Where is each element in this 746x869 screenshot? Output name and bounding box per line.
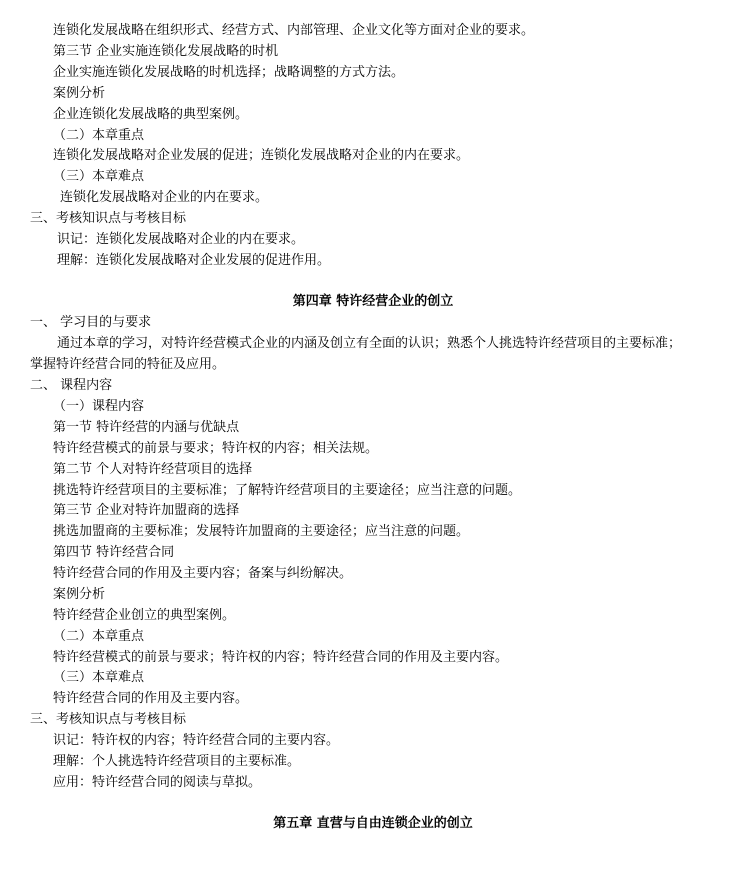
exam-understand: 理解：连锁化发展战略对企业发展的促进作用。	[57, 253, 331, 268]
exam-heading: 三、考核知识点与考核目标	[30, 211, 187, 226]
section3-text: 企业实施连锁化发展战略的时机选择；战略调整的方式方法。	[53, 65, 405, 80]
chapter4-content-subheading: （一）课程内容	[53, 399, 145, 414]
chapter4-key-text: 特许经营模式的前景与要求；特许权的内容；特许经营合同的作用及主要内容。	[53, 650, 509, 665]
chapter4-goals-heading: 一、 学习目的与要求	[30, 315, 152, 330]
chapter4-key-label: （二）本章重点	[53, 629, 145, 644]
chapter4-content-heading: 二、 课程内容	[30, 378, 113, 393]
difficult-points-label: （三）本章难点	[53, 169, 145, 184]
chapter4-section1-text: 特许经营模式的前景与要求；特许权的内容；相关法规。	[53, 441, 379, 456]
chapter5-title: 第五章 直营与自由连锁企业的创立	[273, 816, 473, 831]
section3-title: 第三节 企业实施连锁化发展战略的时机	[53, 44, 279, 59]
key-points-text: 连锁化发展战略对企业发展的促进；连锁化发展战略对企业的内在要求。	[53, 148, 470, 163]
case-analysis-label: 案例分析	[53, 86, 106, 101]
chapter4-goals-text: 通过本章的学习，对特许经营模式企业的内涵及创立有全面的认识；熟悉个人挑选特许经营项目的主要标准；	[57, 336, 682, 351]
chapter4-section2-text: 挑选特许经营项目的主要标准；了解特许经营项目的主要途径；应当注意的问题。	[53, 483, 522, 498]
exam-recall: 识记：连锁化发展战略对企业的内在要求。	[57, 232, 305, 247]
chapter4-difficult-text: 特许经营合同的作用及主要内容。	[53, 691, 249, 706]
chapter4-case-label: 案例分析	[53, 587, 106, 602]
chapter4-section3-title: 第三节 企业对特许加盟商的选择	[53, 503, 240, 518]
chapter4-exam-recall: 识记：特许权的内容；特许经营合同的主要内容。	[53, 733, 340, 748]
chapter4-exam-understand: 理解：个人挑选特许经营项目的主要标准。	[53, 754, 301, 769]
chapter4-difficult-label: （三）本章难点	[53, 670, 145, 685]
difficult-points-text: 连锁化发展战略对企业的内在要求。	[60, 190, 269, 205]
chapter4-exam-heading: 三、考核知识点与考核目标	[30, 712, 187, 727]
chapter4-section4-title: 第四节 特许经营合同	[53, 545, 175, 560]
chapter4-title: 第四章 特许经营企业的创立	[292, 294, 454, 309]
chapter4-section1-title: 第一节 特许经营的内涵与优缺点	[53, 420, 240, 435]
chapter4-section2-title: 第二节 个人对特许经营项目的选择	[53, 462, 253, 477]
chapter4-section3-text: 挑选加盟商的主要标准；发展特许加盟商的主要途径；应当注意的问题。	[53, 524, 470, 539]
chapter4-goals-text-cont: 掌握特许经营合同的特征及应用。	[30, 357, 226, 372]
chapter4-section4-text: 特许经营合同的作用及主要内容；备案与纠纷解决。	[53, 566, 353, 581]
chapter4-case-text: 特许经营企业创立的典型案例。	[53, 608, 236, 623]
case-analysis-text: 企业连锁化发展战略的典型案例。	[53, 107, 249, 122]
org-requirements-text: 连锁化发展战略在组织形式、经营方式、内部管理、企业文化等方面对企业的要求。	[53, 23, 535, 38]
key-points-label: （二）本章重点	[53, 128, 145, 143]
chapter4-exam-apply: 应用：特许经营合同的阅读与草拟。	[53, 775, 262, 790]
